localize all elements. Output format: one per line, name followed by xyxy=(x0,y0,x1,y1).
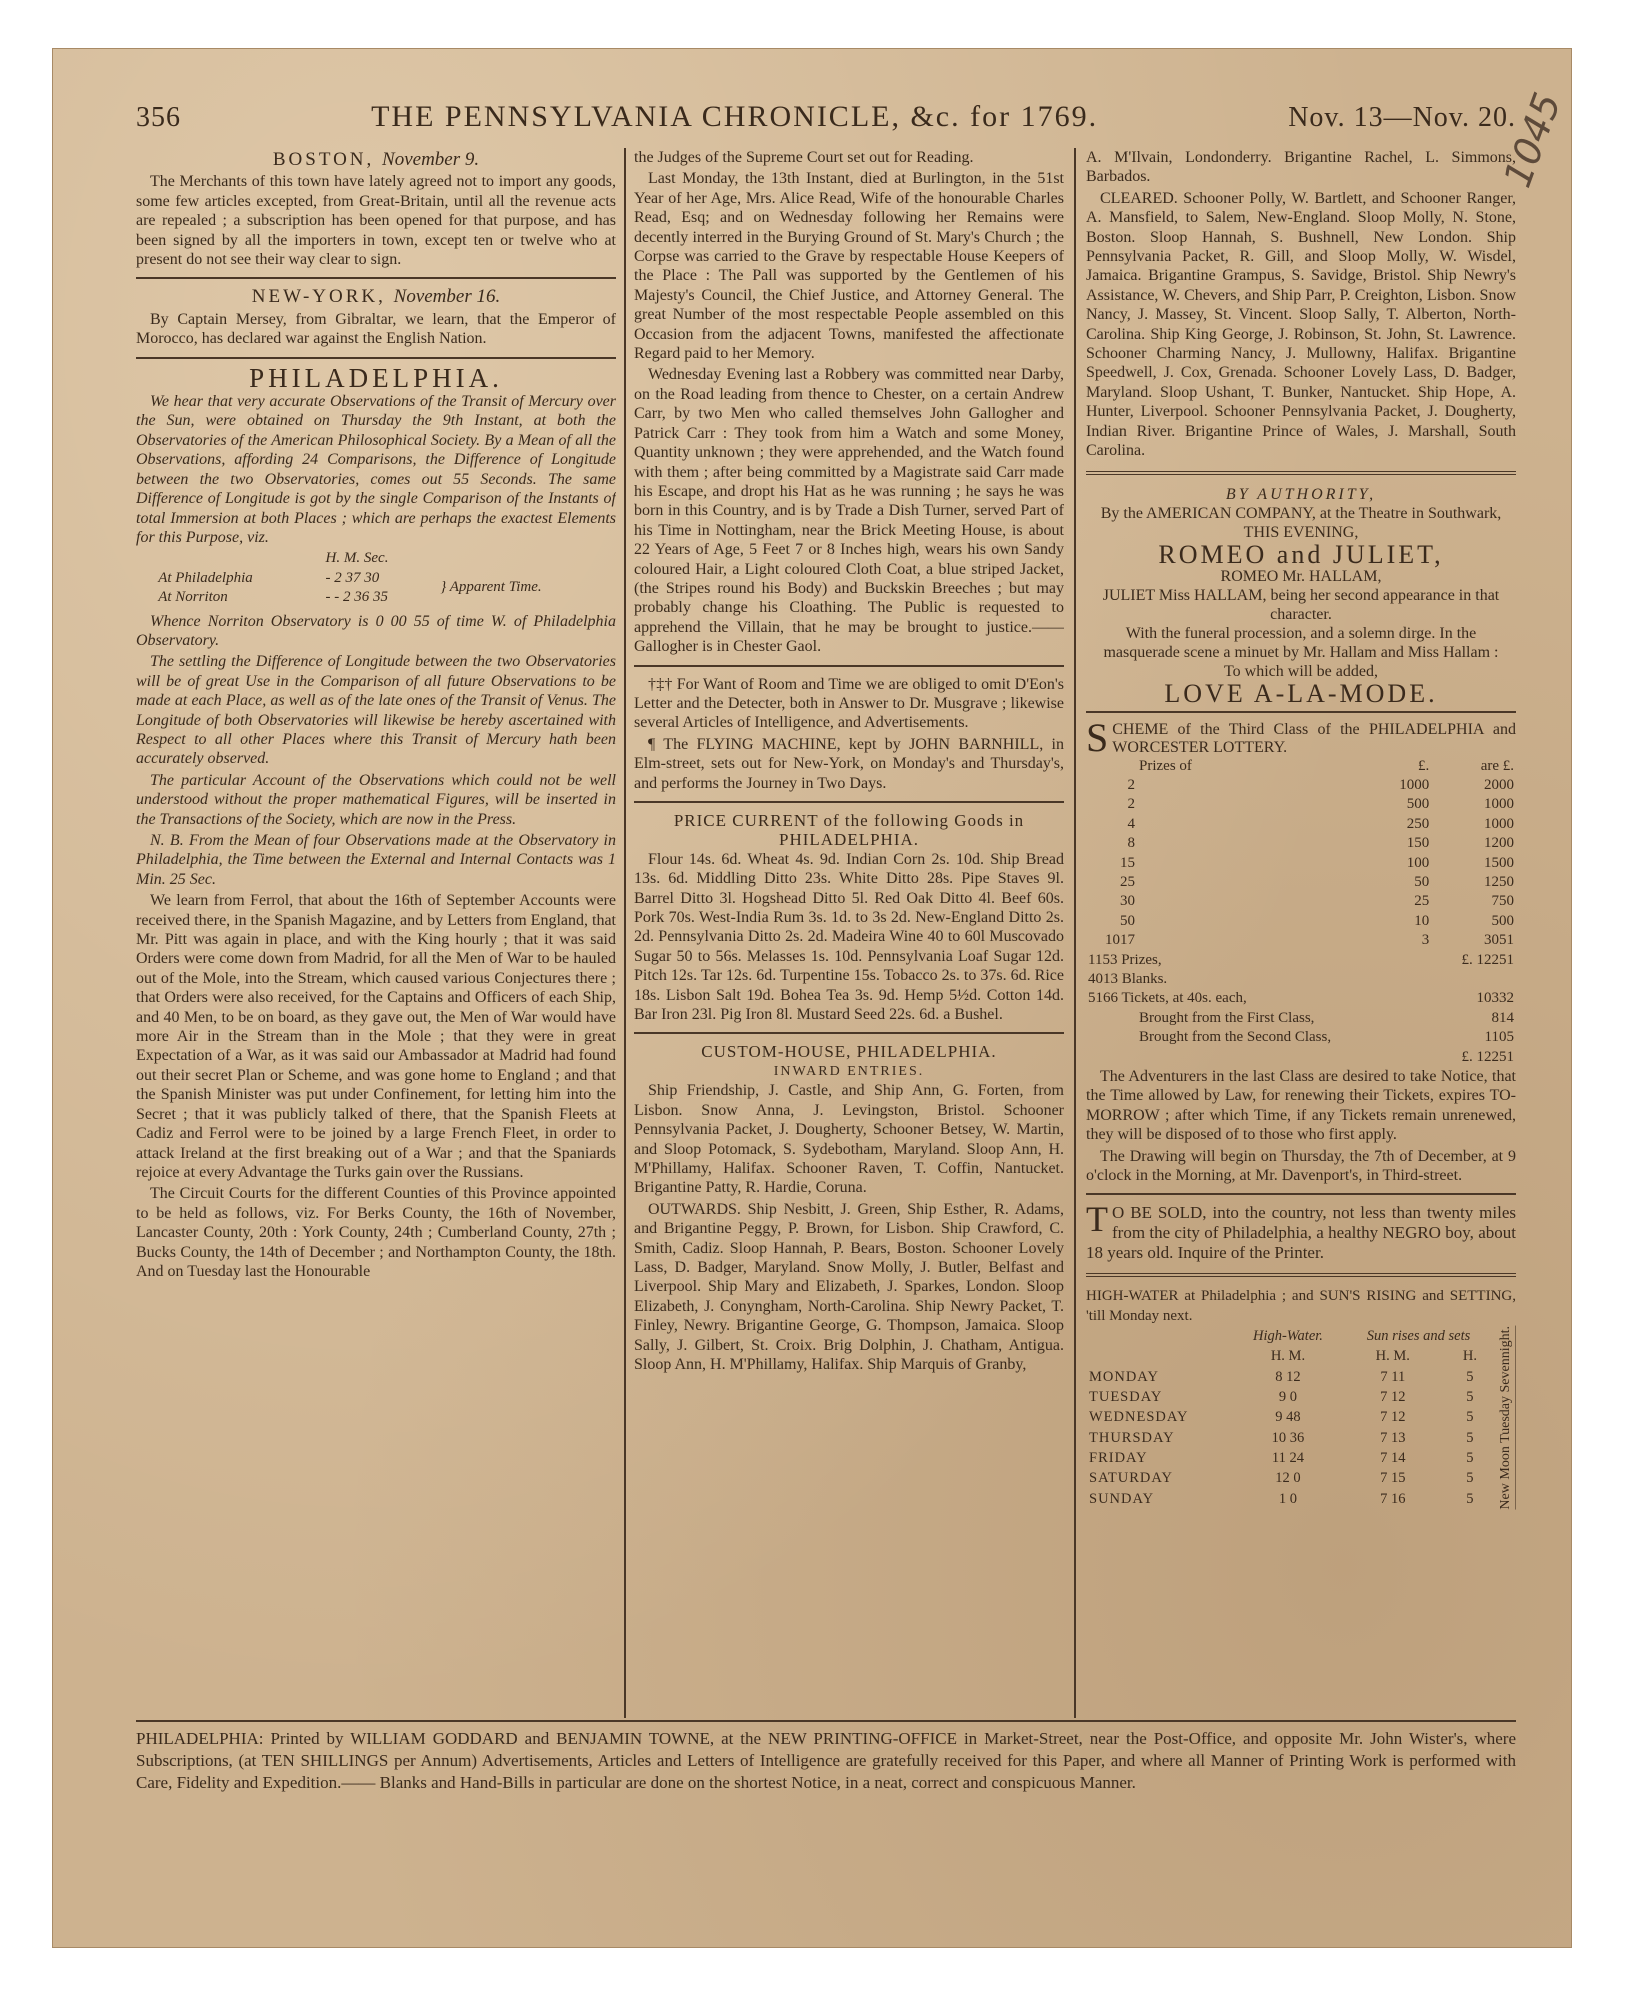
price-current-heading: PRICE CURRENT of the following Goods in PHILADELPHIA. xyxy=(673,811,1025,850)
lottery-row: 25 50 1250 xyxy=(1120,873,1514,890)
handwritten-number: 1045 xyxy=(1495,87,1570,193)
divider xyxy=(136,357,616,359)
page-title: THE PENNSYLVANIA CHRONICLE, &c. for 1769. xyxy=(371,100,1099,133)
tide-table: High-Water. Sun rises and sets H. M. H. M. H. MONDAY 8 12 7 11 5 TUESDAY 9 0 7 12 5 WEDNESDAY 9 48 7 12 5 THURSDAY 10 36 7 13 5 FRIDAY 11 24 7 14 5 SATURDAY 12 0 7 15 5 SUNDAY 1 0 7 16 5 xyxy=(1086,1326,1496,1510)
boston-article: The Merchants of this town have lately agreed not to import any goods, some few articles excepted, from Great-Britain, until all the revenue acts are repealed ; a subscription has been opened for that purpose, and has been signed by all the importers in town, except ten or twelve who at present do not see their way clear to sign. xyxy=(136,173,616,269)
tide-row: WEDNESDAY 9 48 7 12 5 xyxy=(1089,1409,1474,1426)
column-1 xyxy=(136,148,616,1708)
adventurers-notice: The Adventurers in the last Class are desired to take Notice, that the Time allowed by Law, for renewing their Tickets, expires TO-MORROW ; after which Time, if any Tickets remain unrenewed, they will be disposed of to those who first apply. xyxy=(1086,1068,1516,1144)
obituary-article: Last Monday, the 13th Instant, died at Burlington, in the 51st Year of her Age, Mrs. Alice Read, Wife of the honourable Charles Read, Esq; and on Wednesday following her Remains were decently interred in the Burying Ground of St. Mary's Church ; the Corpse was carried to the Grave by respectable House Keepers of the Place : The Pall was supported by the Gentlemen of his Majesty's Council, the Chief Justice, and Attorney General. The great Number of the most respectable People assembled on this Occasion from the adjacent Towns, manifested the affectionate Regard paid to her Memory. xyxy=(634,170,1064,363)
play-title: ROMEO and JULIET, xyxy=(1158,539,1444,569)
masthead xyxy=(136,100,1516,140)
divider xyxy=(634,801,1064,803)
tide-table-wrapper xyxy=(1086,1326,1516,1510)
page-number: 356 xyxy=(136,102,181,133)
tide-row: SUNDAY 1 0 7 16 5 xyxy=(1089,1490,1474,1507)
flying-machine-notice: ¶ The FLYING MACHINE, kept by JOHN BARNHILL, in Elm-street, sets out for New-York, on Monday's and Thursday's, and performs the Journey in Two Days. xyxy=(634,735,1064,792)
continued-text: the Judges of the Supreme Court set out for Reading. xyxy=(634,149,974,166)
column-rule-1 xyxy=(624,148,626,1718)
tide-row: THURSDAY 10 36 7 13 5 xyxy=(1089,1429,1474,1446)
outward-entries: OUTWARDS. Ship Nesbitt, J. Green, Ship Esther, R. Adams, and Brigantine Peggy, P. Brown, for Lisbon. Ship Crawford, C. Smith, Cadiz. Sloop Hannah, P. Bears, Boston. Schooner Lovely Lass, D. Badger, Maryland. Snow Molly, J. Butler, Belfast and Liverpool. Ship Mary and Elizabeth, J. Sparkes, London. Sloop Elizabeth, J. Conyngham, North-Carolina. Ship Newry Packet, T. Finley, Newry. Brigantine George, G. Thompson, Jamaica. Sloop Sally, J. Gilbert, St. Croix. Brig Dolphin, J. Chatham, Antigua. Sloop Ann, H. M'Phillamy, Halifax. Ship Marquis of Granby, xyxy=(634,1200,1064,1373)
lottery-row: 15 100 1500 xyxy=(1120,854,1514,871)
dateline-boston: BOSTON, November 9. xyxy=(272,149,480,170)
tide-row: FRIDAY 11 24 7 14 5 xyxy=(1089,1450,1474,1467)
imprint-footer: PHILADELPHIA: Printed by WILLIAM GODDARD and BENJAMIN TOWNE, at the NEW PRINTING-OFFICE in Market-Street, near the Post-Office, and opposite Mr. John Wister's, where Subscriptions, (at TEN SHILLINGS per Annum) Advertisements, Articles and Letters of Intelligence are gratefully received for this Paper, and where all Manner of Printing Work is performed with Care, Fidelity and Expedition.—— Blanks and Hand-Bills in particular are done on the shortest Notice, in a neat, correct and conspicuous Manner. xyxy=(136,1729,1516,1792)
circuit-courts-article: The Circuit Courts for the different Counties of this Province appointed to be held as follows, viz. For Berks County, the 16th of November, Lancaster County, 20th : York County, 24th ; Cumberland County, 27th ; Bucks County, the 14th of December ; and Northampton County, the 18th. And on Tuesday last the Honourable xyxy=(136,1185,616,1280)
play-title-2: LOVE A-LA-MODE. xyxy=(1164,678,1438,708)
philadelphia-heading: PHILADELPHIA. xyxy=(249,362,503,393)
inward-entries: Ship Friendship, J. Castle, and Ship Ann, G. Forten, from Lisbon. Snow Anna, J. Levingston, Bristol. Schooner Pennsylvania Packet, J. Dougherty, Schooner Betsey, W. Martin, and Sloop Potomack, S. Sydebotham, Maryland. Sloop Ann, H. M'Phillamy, Halifax. Schooner Raven, T. Coffin, Nantucket. Brigantine Patty, R. Hardie, Coruna. xyxy=(634,1082,1064,1197)
lottery-scheme-heading: SCHEME of the Third Class of the PHILADELPHIA and WORCESTER LOTTERY. xyxy=(1086,714,1516,760)
lottery-row: 2 500 1000 xyxy=(1127,796,1514,813)
lottery-row: 8 150 1200 xyxy=(1127,835,1514,852)
divider xyxy=(1086,711,1516,713)
lottery-row: 1017 3 3051 xyxy=(1105,932,1514,949)
column-rule-2 xyxy=(1074,148,1076,1718)
lottery-row: 2 1000 2000 xyxy=(1127,776,1514,793)
dateline-new-york: NEW-YORK, November 16. xyxy=(251,286,501,308)
lottery-row: 30 25 750 xyxy=(1120,893,1514,910)
tide-row: MONDAY 8 12 7 11 5 xyxy=(1089,1368,1474,1385)
continued-entries: A. M'Ilvain, Londonderry. Brigantine Rachel, L. Simmons, Barbados. xyxy=(1086,149,1516,186)
newspaper-page xyxy=(52,48,1572,1948)
new-york-article: By Captain Mersey, from Gibraltar, we learn, that the Emperor of Morocco, has declared war against the English Nation. xyxy=(136,310,616,348)
moon-note: New Moon Tuesday Sevennight. xyxy=(1496,1326,1516,1510)
column-2 xyxy=(634,148,1064,1708)
inward-entries-heading: INWARD ENTRIES. xyxy=(773,1063,925,1079)
tide-row: SATURDAY 12 0 7 15 5 xyxy=(1089,1470,1474,1487)
observation-table: H. M. Sec. At Philadelphia - 2 37 30 } Apparent Time. At Norriton - - 2 36 35 xyxy=(158,550,542,606)
footer-rule xyxy=(136,1720,1516,1722)
column-3 xyxy=(1086,148,1516,1708)
custom-house-heading: CUSTOM-HOUSE, PHILADELPHIA. xyxy=(701,1042,997,1062)
drawing-notice: The Drawing will begin on Thursday, the 7th of December, at 9 o'clock in the Morning, at Mr. Davenport's, in Third-street. xyxy=(1086,1147,1516,1185)
tide-table-heading: HIGH-WATER at Philadelphia ; and SUN'S RISING and SETTING, 'till Monday next. xyxy=(1086,1288,1516,1324)
divider xyxy=(1086,1273,1516,1277)
divider xyxy=(136,277,616,279)
lottery-row: 4 250 1000 xyxy=(1127,815,1514,832)
issue-dates: Nov. 13—Nov. 20. xyxy=(1288,102,1516,133)
divider xyxy=(1086,471,1516,475)
divider xyxy=(634,665,1064,667)
ferrol-article: We learn from Ferrol, that about the 16th of September Accounts were received there, in the Spanish Magazine, and by Letters from England, that Mr. Pitt was again in place, and with the King hourly ; that it was said Orders were come down from Madrid, for all the Men of War to be hauled out of the Mole, into the Stream, which caused various Conjectures there ; that Orders were also received, for the Captains and Officers of each Ship, and 40 Men, to be on board, as they gave out, the Men of War would have more Air in the Stream than in the Mole ; that they were in great Expectation of a War, as it was said our Ambassador at Madrid had found out their secret Plan or Scheme, and was gone home to England ; and that the Spanish Minister was put under Confinement, for letting him into the Secret ; that it was publicly talked of there, that the Spanish Fleets at Cadiz and Ferrol were to be joined by a large French Fleet, in order to attack Ireland at the first breaking out of a War ; and that the Spaniards rejoice at every Advantage the Turks gain over the Russians. xyxy=(136,892,616,1181)
lottery-row: 50 10 500 xyxy=(1120,912,1514,929)
transit-paragraph-4: The particular Account of the Observations which could not be well understood without the proper mathematical Figures, will be inserted in the Transactions of the Society, which are now in the Press. xyxy=(136,771,616,828)
divider xyxy=(1086,1193,1516,1195)
transit-paragraph-3: The settling the Difference of Longitude between the two Observatories will be of great Use in the Comparison of all future Observations to be made at each Place, as well as of the late ones of the Transit of Venus. The Longitude of both Observatories will likewise be hereby ascertained with Respect to all other Places where this Transit of Mercury hath been accurately observed. xyxy=(136,653,616,768)
cleared-entries: CLEARED. Schooner Polly, W. Bartlett, and Schooner Ranger, A. Mansfield, to Salem, New-England. Sloop Molly, N. Stone, Boston. Sloop Hannah, S. Bushnell, New London. Ship Pennsylvania Packet, R. Gill, and Sloop Molly, W. Wisdel, Jamaica. Brigantine Grampus, S. Savidge, Bristol. Ship Newry's Assistance, W. Chevers, and Ship Parr, P. Creighton, Lisbon. Snow Nancy, J. Massey, St. Vincent. Sloop Sally, T. Alberton, North-Carolina. Ship King George, J. Robinson, St. John, St. Lawrence. Schooner Charming Nancy, J. Mullowny, Halifax. Brigantine Speedwell, J. Cox, Grenada. Schooner Lovely Lass, D. Badger, Maryland. Sloop Ushant, T. Bunker, Nantucket. Ship Hope, A. Hunter, Liverpool. Schooner Pennsylvania Packet, J. Dougherty, Indian River. Brigantine Prince of Wales, J. Marshall, South Carolina. xyxy=(1086,189,1516,460)
transit-paragraph-2: Whence Norriton Observatory is 0 00 55 of time W. of Philadelphia Observatory. xyxy=(136,612,616,649)
price-current-list: Flour 14s. 6d. Wheat 4s. 9d. Indian Corn 2s. 10d. Ship Bread 13s. 6d. Middling Ditto 23s. White Ditto 28s. Pipe Staves 9l. Barrel Ditto 3l. Hogshead Ditto 5l. Red Oak Ditto 4l. Beef 60s. Pork 70s. West-India Rum 3s. 1d. to 3s 2d. New-England Ditto 2s. 2d. Pennsylvania Ditto 2s. 2d. Madeira Wine 40 to 60l Muscovado Sugar 50 to 56s. Melasses 1s. 10d. Pennsylvania Loaf Sugar 12d. Pitch 12s. Tar 12s. 6d. Turpentine 15s. Tobacco 2s. to 37s. 6d. Rice 18s. Lisbon Salt 19d. Bohea Tea 3s. 9d. Hemp 5½d. Cotton 14d. Bar Iron 23l. Pig Iron 8l. Mustard Seed 22s. 6d. a Bushel. xyxy=(634,850,1064,1024)
transit-paragraph-5: N. B. From the Mean of four Observations made at the Observatory in Philadelphia, the Time between the External and Internal Contacts was 1 Min. 25 Sec. xyxy=(136,832,616,888)
divider xyxy=(634,1032,1064,1034)
want-of-room-notice: †‡† For Want of Room and Time we are obliged to omit D'Eon's Letter and the Detecter, both in Answer to Dr. Musgrave ; likewise several Articles of Intelligence, and Advertisements. xyxy=(634,675,1064,732)
lottery-table: Prizes of £. are £. 2 1000 2000 2 500 1000 4 250 1000 8 150 1200 15 100 1500 25 50 1250 30 25 750 50 10 500 1017 3 3051 1153 Prizes, £. 12251 4013 Blanks. 5166 Tickets, at 40s. each, 10332 Brought from the First Class, 814 Brought from the Second Class, 1105 £. 12251 xyxy=(1088,757,1514,1065)
sale-advertisement: T O BE SOLD, into the country, not less than twenty miles from the city of Philadelphia, a healthy NEGRO boy, about 18 years old. Inquire of the Printer. xyxy=(1086,1199,1516,1263)
robbery-article: Wednesday Evening last a Robbery was committed near Darby, on the Road leading from thence to Chester, on a certain Andrew Carr, by two Men who called themselves John Gallogher and Patrick Carr : They took from him a Watch and some Money, Quantity unknown ; they were apprehended, and the Watch found with them ; after being committed by a Magistrate said Carr made his Escape, and dropt his Hat as he was running ; he says he was born in this Country, and is by Trade a Dish Turner, served Part of his Time in Nottingham, near the Brick Meeting House, is about 22 Years of Age, 5 Feet 7 or 8 Inches high, wears his own Sandy coloured Hair, a Light coloured Cloth Coat, a blue striped Jacket, (the Stripes round his Body) and Buckskin Breeches ; but may probably change his Cloathing. The Public is requested to apprehend the Villain, that he may be brought to justice.——Gallogher is in Chester Gaol. xyxy=(634,366,1064,656)
theatre-advertisement: BY AUTHORITY, By the AMERICAN COMPANY, at the Theatre in Southwark, THIS EVENING, ROMEO and JULIET, ROMEO Mr. HALLAM, JULIET Miss HALLAM, being her second appearance in that character. With the funeral procession, and a solemn dirge. In the masquerade scene a minuet by Mr. Hallam and Miss Hallam : To which will be added, LOVE A-LA-MODE. xyxy=(1086,485,1516,703)
transit-article: We hear that very accurate Observations of the Transit of Mercury over the Sun, were obtained on Thursday the 9th Instant, at both the Observatories of the American Philosophical Society. By a Mean of all the Observations, affording 24 Comparisons, the Difference of Longitude between the two Observatories, comes out 55 Seconds. The same Difference of Longitude is got by the single Comparison of the Instants of total Immersion at both Places ; which are perhaps the exactest Elements for this Purpose, viz. xyxy=(136,393,616,546)
tide-row: TUESDAY 9 0 7 12 5 xyxy=(1089,1388,1474,1405)
